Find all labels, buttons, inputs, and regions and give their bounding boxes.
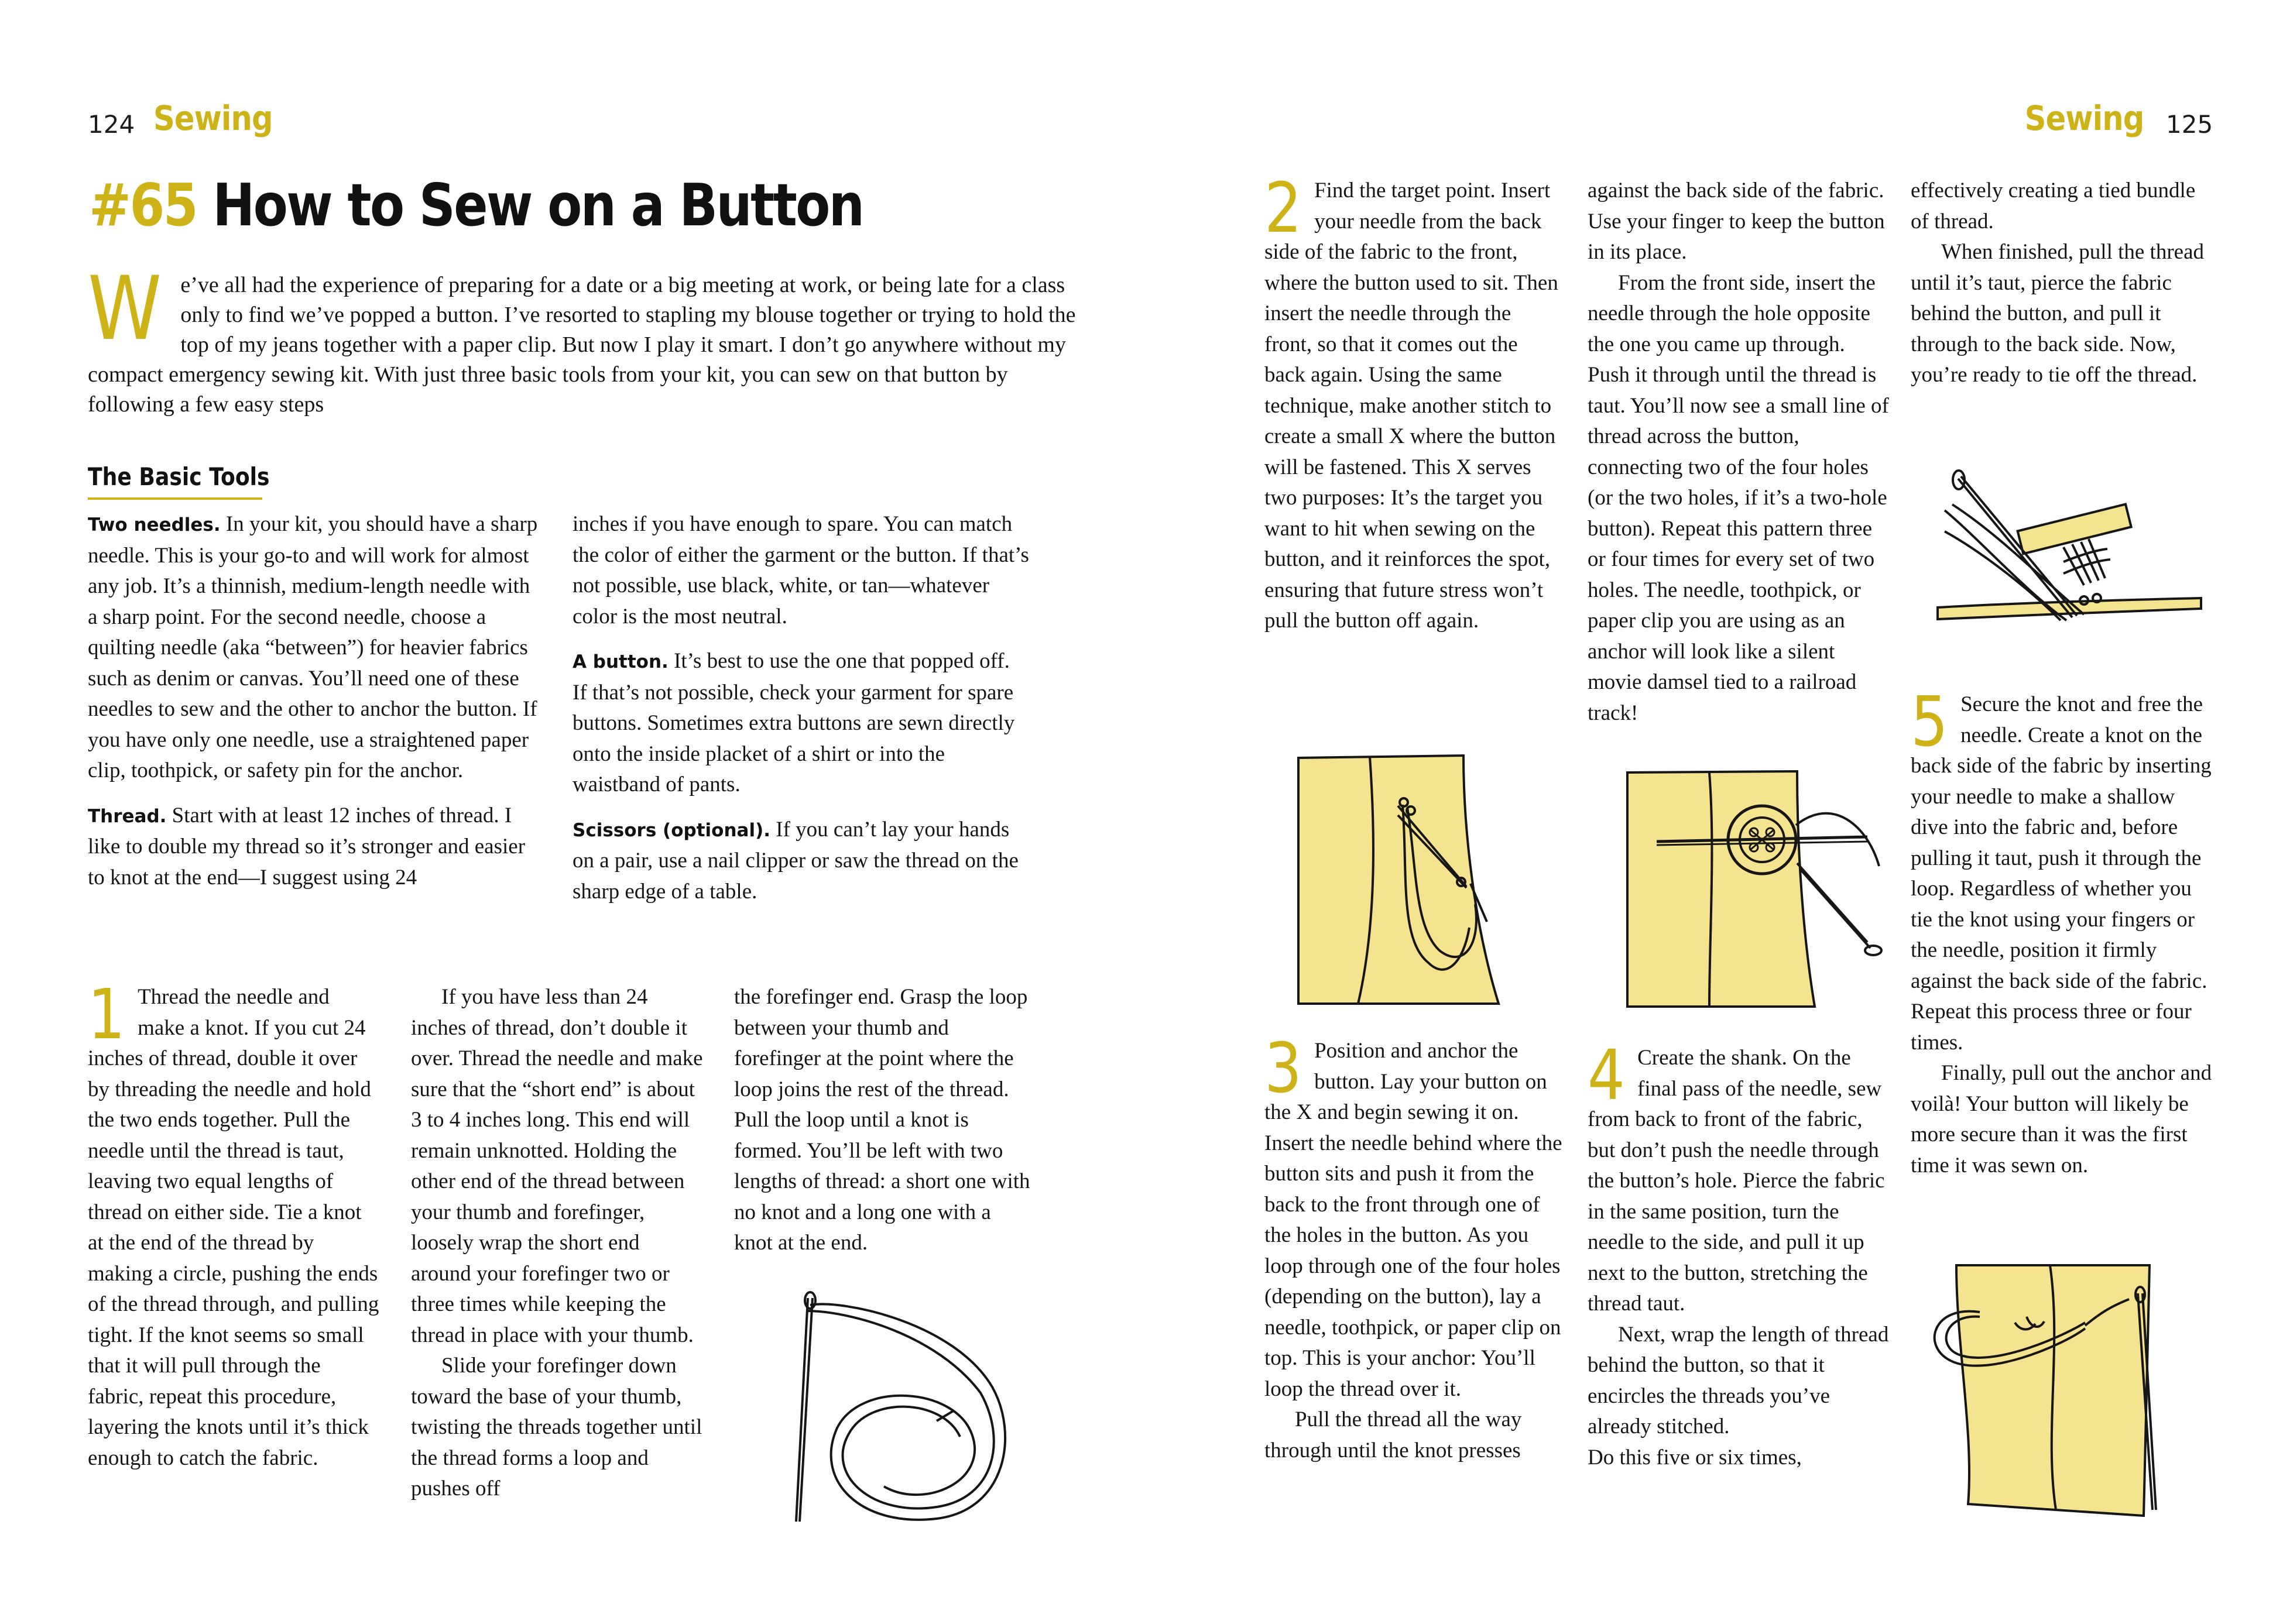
- step5-paragraph-1: [1911, 681, 2215, 1058]
- tools-heading-underline: [88, 497, 262, 500]
- step1-paragraph-3: Slide your forefinger down toward the base of your thumb, twisting the threads together until the thread forms a loop and pushes off: [411, 1354, 702, 1501]
- title-text: How to Sew on a Button: [212, 171, 863, 239]
- needle-thread-illustration: [761, 1287, 1042, 1533]
- step3-number: 3: [1264, 1028, 1302, 1108]
- step3-column: [1264, 1028, 1564, 1466]
- step4-continued-column: [1911, 176, 2215, 391]
- step3-paragraph-3: against the back side of the fabric. Use your finger to keep the button in its place.: [1588, 178, 1885, 264]
- step1-paragraph-2: If you have less than 24 inches of thread, don’t double it over. Thread the needle and make sure that the “short end” is about 3 to 4 inches long. This end will remain unknotted. Holding the other end of the thread between your thumb and forefinger, loosely wrap the short end around your forefinger two or three times while keeping the thread in place with your thumb.: [411, 985, 703, 1347]
- needles-lead: Two needles.: [88, 514, 221, 535]
- intro-paragraph: [88, 258, 1095, 420]
- step4-number: 4: [1588, 1035, 1625, 1115]
- step2-number: 2: [1264, 167, 1302, 248]
- shank-wrap-illustration: [1932, 462, 2201, 638]
- tool-thread: [88, 801, 544, 894]
- knot-illustration: [1910, 1258, 2167, 1527]
- tool-needles: [88, 509, 544, 787]
- step4-paragraph-1: [1588, 1035, 1892, 1320]
- left-section-header: Sewing: [153, 98, 273, 138]
- step1-text: Thread the needle and make a knot. If you cut 24 inches of thread, double it over by threading the needle and hold the two ends together. Pull the needle until the thread is taut, leaving two equal lengths of thread on either side. Tie a knot at the end of the thread by making a circle, pushing the ends of the thread through, and pulling tight. If the knot seems so small that it will pull through the fabric, repeat this procedure, layering the knots until it’s thick enough to catch the fabric.: [88, 985, 379, 1470]
- step4-paragraph-3: Do this five or six times,: [1588, 1445, 1802, 1470]
- page-title: [89, 171, 863, 239]
- title-number: #65: [89, 171, 197, 239]
- tools-heading: The Basic Tools: [88, 462, 270, 491]
- right-section-header: Sewing: [2024, 98, 2144, 138]
- step2-column: [1264, 167, 1563, 637]
- title-text-gap: [197, 171, 212, 239]
- step1-column-3: [734, 982, 1031, 1259]
- step5-paragraph-2: Finally, pull out the anchor and voilà! Your button will likely be more secure than it was the first time it was sewn on.: [1911, 1061, 2212, 1177]
- step4-paragraph-5: When finished, pull the thread until it’s taut, pierce the fabric behind the button, and pull it through to the back side. Now, you’re ready to tie off the thread.: [1911, 240, 2205, 387]
- step3-paragraph-2: Pull the thread all the way through until the knot presses: [1264, 1407, 1522, 1462]
- step5-number: 5: [1911, 681, 1948, 762]
- intro-text: e’ve all had the experience of preparing for a date or a big meeting at work, or being late for a class only to find we’ve popped a button. I’ve resorted to stapling my blouse together or trying to hold the top of my jeans together with a paper clip. But now I play it smart. I don’t go anywhere without my compact emergency sewing kit. With just three basic tools from your kit, you can sew on that button by following a few easy steps: [88, 273, 1076, 417]
- step4-column: [1588, 1035, 1892, 1473]
- thread-text: Start with at least 12 inches of thread. I like to double my thread so it’s stronger and easier to knot at the end—I suggest using 24: [88, 803, 526, 890]
- button-text: It’s best to use the one that popped off. If that’s not possible, check your garment for spare buttons. Sometimes extra buttons are sewn directly onto the inside placket of a shirt or into the waistband of pants.: [573, 649, 1015, 796]
- right-page-number: 125: [2166, 110, 2213, 139]
- tools-column-2: [573, 509, 1029, 907]
- step4-text: Create the shank. On the final pass of the needle, sew from back to front of the fabric, but don’t push the needle through the button’s hole. Pierce the fabric in the same position, turn the needle to the side, and pull it up next to the button, stretching the thread taut.: [1588, 1046, 1885, 1316]
- intro-dropcap: W: [88, 258, 162, 360]
- step3-paragraph-4: From the front side, insert the needle through the hole opposite the one you came up through. Push it through until the thread is taut. You’ll now see a small line of thread across the button, connecting two of the four holes (or the two holes, if it’s a two-hole button). Repeat this pattern three or four times for every set of two holes. The needle, toothpick, or paper clip you are using as an anchor will look like a silent movie damsel tied to a railroad track!: [1588, 270, 1889, 725]
- step1-paragraph-4: the forefinger end. Grasp the loop between your thumb and forefinger at the point where the loop joins the rest of the thread. Pull the loop until a knot is formed. You’ll be left with two lengths of thread: a short one with no knot and a long one with a knot at the end.: [734, 985, 1030, 1255]
- step4-paragraph-4: effectively creating a tied bundle of thread.: [1911, 178, 2196, 234]
- button-lead: A button.: [573, 651, 669, 672]
- thread-lead: Thread.: [88, 805, 167, 827]
- tools-column-1: [88, 509, 544, 893]
- step5-column: [1911, 681, 2215, 1181]
- step1-column-2: [411, 982, 705, 1505]
- step2-paragraph: [1264, 167, 1563, 637]
- left-page-number: 124: [88, 110, 135, 139]
- step1-paragraph-1: [88, 974, 382, 1474]
- step2-text: Find the target point. Insert your needle from the back side of the fabric to the front, where the button used to sit. Then insert the needle through the front, so that it comes out the back again. Using the same technique, make another stitch to create a small X where the button will be fastened. This X serves two purposes: It’s the target you want to hit when sewing on the button, and it reinforces the spot, ensuring that future stress won’t pull the button off again.: [1264, 178, 1558, 633]
- thread-continued: inches if you have enough to spare. You can match the color of either the garment or the button. If that’s not possible, use black, white, or tan—whatever color is the most neutral.: [573, 512, 1029, 629]
- step5-text: Secure the knot and free the needle. Create a knot on the back side of the fabric by inserting your needle to make a shallow dive into the fabric and, before pulling it taut, push it through the loop. Regardless of whether you tie the knot using your fingers or the needle, position it firmly against the back side of the fabric. Repeat this process three or four times.: [1911, 692, 2212, 1055]
- needles-text: In your kit, you should have a sharp needle. This is your go-to and will work for almost any job. It’s a thinnish, medium-length needle with a sharp point. For the second needle, choose a quilting needle (aka “between”) for heavier fabrics such as denim or canvas. You’ll need one of these needles to sew and the other to anchor the button. If you have only one needle, use a straightened paper clip, toothpick, or safety pin for the anchor.: [88, 512, 538, 782]
- step1-number: 1: [88, 974, 125, 1055]
- step3-paragraph-1: [1264, 1028, 1564, 1405]
- step3-continued-column: [1588, 176, 1892, 729]
- tool-button: [573, 646, 1029, 801]
- scissors-text: If you can’t lay your hands on a pair, use a nail clipper or saw the thread on the sharp edge of a table.: [573, 817, 1019, 904]
- x-stitch-illustration: [1288, 752, 1557, 1010]
- step3-text: Position and anchor the button. Lay your button on the X and begin sewing it on. Insert the needle behind where the button sits and push it from the back to the front through one of the holes in the button. As you loop through one of the four holes (depending on the button), lay a needle, toothpick, or paper clip on top. This is your anchor: You’ll loop the thread over it.: [1264, 1039, 1562, 1401]
- scissors-lead: Scissors (optional).: [573, 819, 771, 841]
- button-anchor-illustration: [1622, 761, 1902, 1012]
- tool-scissors: [573, 815, 1029, 908]
- step4-paragraph-2: Next, wrap the length of thread behind the button, so that it encircles the threads you’ve already stitched.: [1588, 1322, 1889, 1438]
- step1-column-1: [88, 974, 382, 1474]
